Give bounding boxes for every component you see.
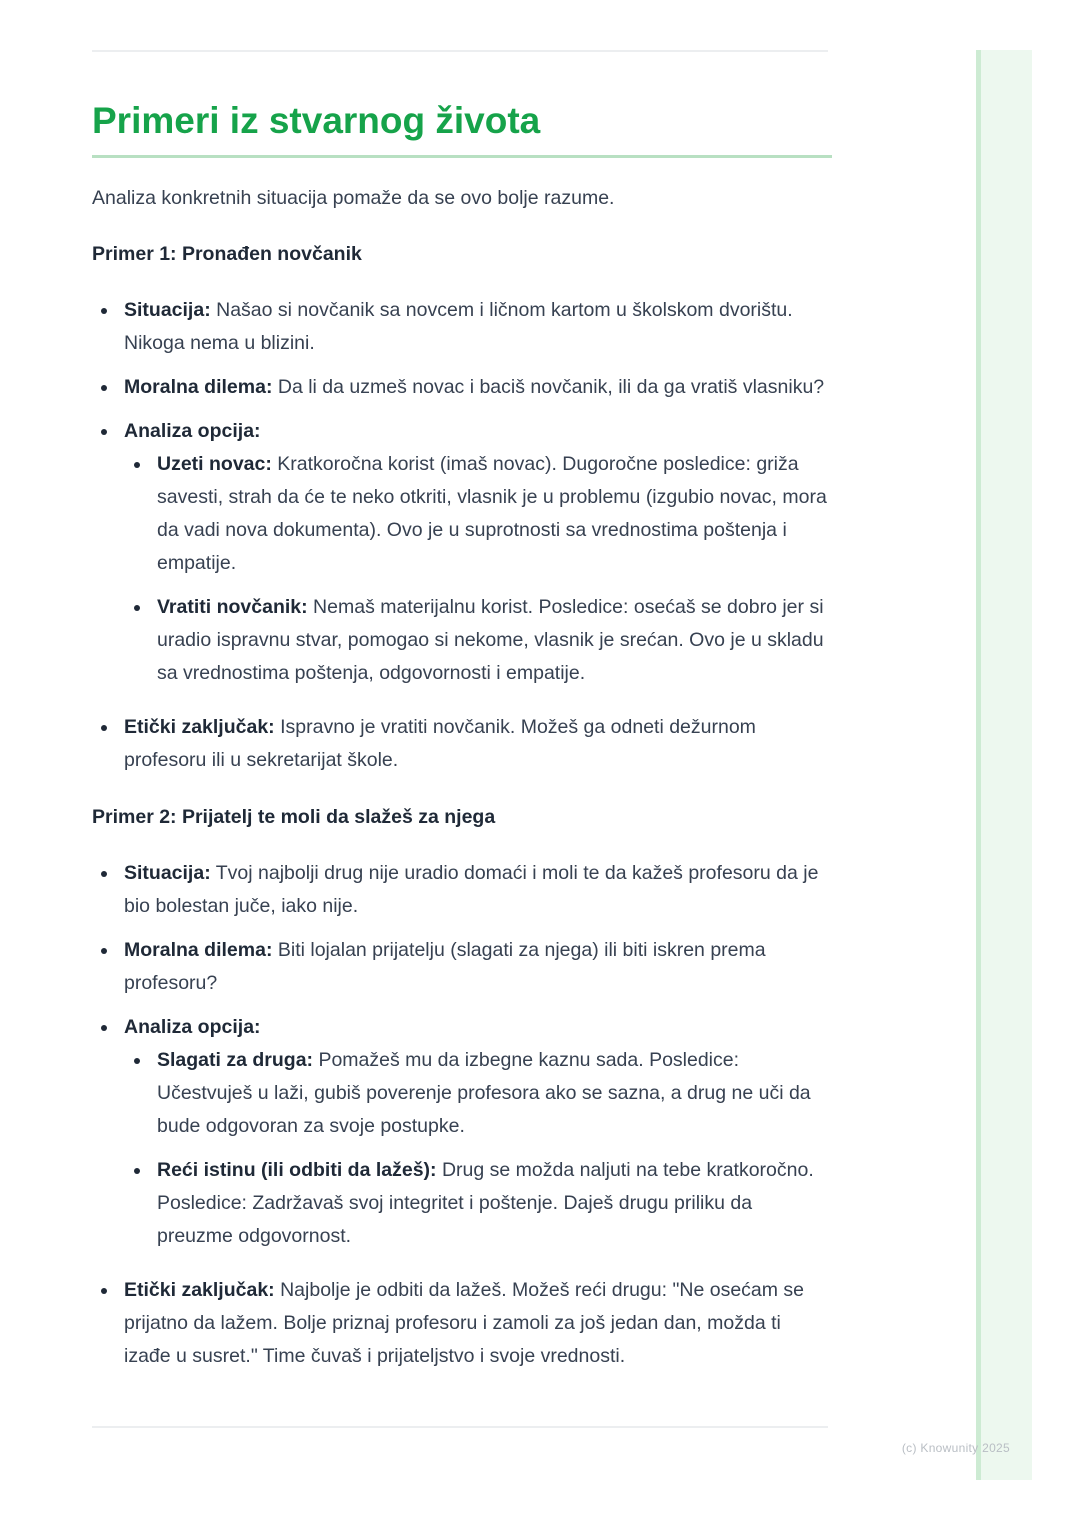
list-item-analysis bbox=[92, 1011, 832, 1253]
option-item bbox=[124, 591, 832, 690]
list-item-dilemma bbox=[92, 934, 832, 1000]
list-item-conclusion bbox=[92, 711, 832, 777]
option-text: Kratkoročna korist (imaš novac). Dugoročne posledice: griža savesti, strah da će te neko otkriti, vlasnik je u problemu (izgubio novac, mora da vadi nova dokumenta). Ovo je u suprotnosti sa vrednostima poštenja i empatije. bbox=[157, 453, 827, 574]
item-text: Tvoj najbolji drug nije uradio domaći i moli te da kažeš profesoru da je bio bolestan juče, iako nije. bbox=[124, 862, 819, 917]
item-label: Etički zaključak: bbox=[124, 1279, 275, 1301]
copyright-footer: (c) Knowunity 2025 bbox=[901, 1441, 1010, 1455]
item-label: Moralna dilema: bbox=[124, 939, 273, 961]
option-item bbox=[124, 1154, 832, 1253]
item-label: Analiza opcija: bbox=[124, 420, 261, 442]
list-item-conclusion bbox=[92, 1274, 832, 1373]
list-item-analysis bbox=[92, 415, 832, 690]
option-item bbox=[124, 448, 832, 580]
item-label: Situacija: bbox=[124, 862, 211, 884]
side-panel bbox=[976, 50, 1032, 1480]
option-item bbox=[124, 1044, 832, 1143]
item-text: Biti lojalan prijatelju (slagati za njega) ili biti iskren prema profesoru? bbox=[124, 939, 766, 994]
item-text: Da li da uzmeš novac i baciš novčanik, ili da ga vratiš vlasniku? bbox=[272, 376, 825, 398]
example-2-heading: Primer 2: Prijatelj te moli da slažeš za njega bbox=[92, 806, 496, 828]
example-1-heading: Primer 1: Pronađen novčanik bbox=[92, 243, 362, 265]
item-label: Etički zaključak: bbox=[124, 716, 275, 738]
item-label: Moralna dilema: bbox=[124, 376, 273, 398]
option-text: Pomažeš mu da izbegne kaznu sada. Posledice: Učestvuješ u laži, gubiš poverenje profesora ako se sazna, a drug ne uči da bude odgovoran za svoje postupke. bbox=[157, 1049, 811, 1137]
intro-text: Analiza konkretnih situacija pomaže da se ovo bolje razume. bbox=[92, 187, 615, 209]
list-item-situation bbox=[92, 857, 832, 923]
option-label: Vratiti novčanik: bbox=[157, 596, 308, 618]
bottom-divider bbox=[92, 1426, 828, 1428]
list-item-situation bbox=[92, 294, 832, 360]
option-label: Uzeti novac: bbox=[157, 453, 272, 475]
example-2-list bbox=[92, 857, 832, 1373]
option-text: Nemaš materijalnu korist. Posledice: osećaš se dobro jer si uradio ispravnu stvar, pomogao si nekome, vlasnik je srećan. Ovo je u skladu sa vrednostima poštenja, odgovornosti i empatije. bbox=[157, 596, 824, 684]
option-text: Drug se možda naljuti na tebe kratkoročno. Posledice: Zadržavaš svoj integritet i poštenje. Daješ drugu priliku da preuzme odgovornost. bbox=[157, 1159, 814, 1247]
example-1-list bbox=[92, 294, 832, 777]
list-item-dilemma bbox=[92, 371, 832, 404]
document-content bbox=[92, 96, 832, 1373]
options-list bbox=[124, 1044, 832, 1253]
item-text: Ispravno je vratiti novčanik. Možeš ga odneti dežurnom profesoru ili u sekretarijat škole. bbox=[124, 716, 756, 771]
item-label: Analiza opcija: bbox=[124, 1016, 261, 1038]
item-label: Situacija: bbox=[124, 299, 211, 321]
options-list bbox=[124, 448, 832, 690]
item-text: Najbolje je odbiti da lažeš. Možeš reći drugu: "Ne osećam se prijatno da lažem. Bolje priznaj profesoru i zamoli za još jedan dan, možda ti izađe u susret." Time čuvaš i prijateljstvo i svoje vrednosti. bbox=[124, 1279, 805, 1367]
option-label: Slagati za druga: bbox=[157, 1049, 314, 1071]
top-divider bbox=[92, 50, 828, 52]
option-label: Reći istinu (ili odbiti da lažeš): bbox=[157, 1159, 437, 1181]
item-text: Našao si novčanik sa novcem i ličnom kartom u školskom dvorištu. Nikoga nema u blizini. bbox=[124, 299, 793, 354]
page-title: Primeri iz stvarnog života bbox=[92, 96, 832, 158]
